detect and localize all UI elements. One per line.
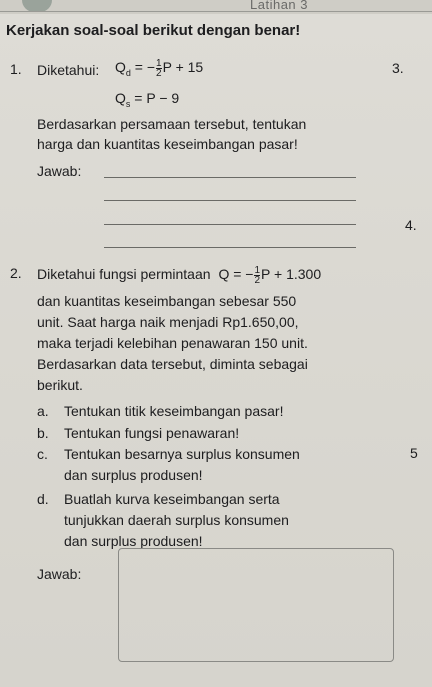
q1-number: 1. <box>10 61 22 77</box>
answer-line[interactable] <box>104 177 356 178</box>
q1-given-label: Diketahui: <box>37 62 100 78</box>
q2-item-d-text-3: dan surplus produsen! <box>64 533 203 549</box>
q2-line1: Diketahui fungsi permintaan Q = − $\frac{1}{2}$ P + 1.300 <box>37 264 322 286</box>
side-number-5: 5 <box>410 445 418 461</box>
q1-text-line2: harga dan kuantitas keseimbangan pasar! <box>37 136 298 152</box>
section-title: Latihan 3 <box>250 0 308 12</box>
q2-item-b-letter: b. <box>37 425 49 441</box>
q2-item-d-text-1: Buatlah kurva keseimbangan serta <box>64 491 280 507</box>
q1-text-line1: Berdasarkan persamaan tersebut, tentukan <box>37 116 307 132</box>
side-number-3: 3. <box>392 60 404 76</box>
side-number-4: 4. <box>405 217 417 233</box>
q2-item-c-text-1: Tentukan besarnya surplus konsumen <box>64 446 300 462</box>
q2-answer-label: Jawab: <box>37 566 82 582</box>
q2-line5: Berdasarkan data tersebut, diminta sebagai <box>37 356 308 372</box>
answer-line[interactable] <box>104 247 356 248</box>
answer-line[interactable] <box>104 200 356 201</box>
q1-supply-equation: $Q_s = P - 9$ <box>115 90 180 109</box>
q1-answer-label: Jawab: <box>37 163 82 179</box>
q2-item-c-text-2: dan surplus produsen! <box>64 467 203 483</box>
q2-item-a-text: Tentukan titik keseimbangan pasar! <box>64 403 284 419</box>
q2-item-d-text-2: tunjukkan daerah surplus konsumen <box>64 512 289 528</box>
q2-item-d-letter: d. <box>37 491 49 507</box>
q2-line6: berikut. <box>37 377 83 393</box>
q2-number: 2. <box>10 265 22 281</box>
answer-line[interactable] <box>104 224 356 225</box>
q2-line4: maka terjadi kelebihan penawaran 150 unit. <box>37 335 308 351</box>
q2-item-b-text: Tentukan fungsi penawaran! <box>64 425 240 441</box>
q2-line3: unit. Saat harga naik menjadi Rp1.650,00, <box>37 314 299 330</box>
q2-item-c-letter: c. <box>37 446 48 462</box>
q2-item-a-letter: a. <box>37 403 49 419</box>
header-rule <box>0 11 432 12</box>
q1-demand-equation: $Q_d$ = − $\frac{1}{2}$ P + 15 <box>115 57 204 79</box>
q2-line2: dan kuantitas keseimbangan sebesar 550 <box>37 293 297 309</box>
instruction-heading: Kerjakan soal-soal berikut dengan benar! <box>6 22 301 39</box>
answer-box[interactable] <box>118 548 394 662</box>
